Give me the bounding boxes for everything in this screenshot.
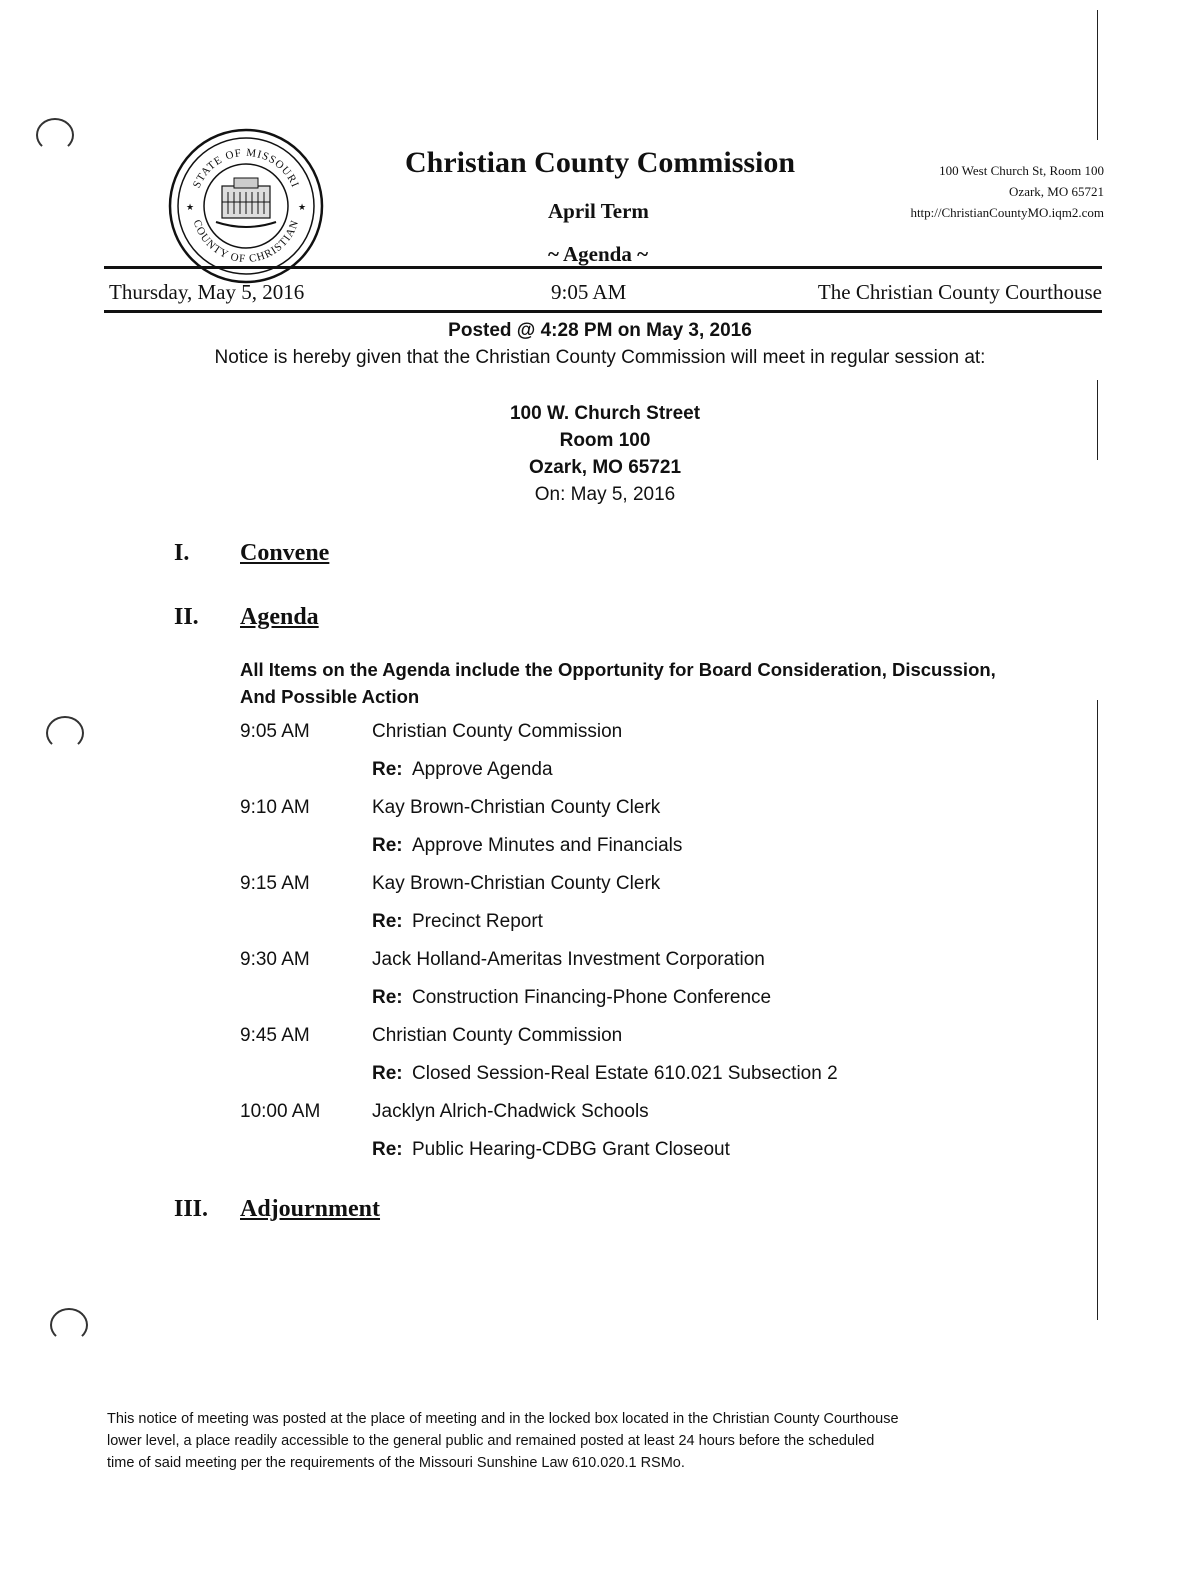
address-line-2: Ozark, MO 65721 <box>1009 184 1104 199</box>
punch-hole-top <box>36 118 74 152</box>
item-presenter: Christian County Commission <box>372 1025 623 1046</box>
punch-hole-bottom <box>50 1308 88 1342</box>
seal-top-text: STATE OF MISSOURI <box>190 146 302 190</box>
section-number: II. <box>174 604 199 630</box>
item-subject: Public Hearing-CDBG Grant Closeout <box>412 1139 730 1160</box>
commission-title: Christian County Commission <box>405 146 796 179</box>
item-subject: Precinct Report <box>412 911 543 932</box>
re-label: Re: <box>372 911 403 932</box>
item-subject: Approve Agenda <box>412 759 553 780</box>
seal-bottom-text: COUNTY OF CHRISTIAN <box>190 218 302 266</box>
section-number: III. <box>174 1196 209 1222</box>
header-rule-top <box>104 266 1102 269</box>
meeting-date: Thursday, May 5, 2016 <box>109 280 305 304</box>
board-note-line: And Possible Action <box>240 686 420 707</box>
disclaimer-line: lower level, a place readily accessible to the general public and remained posted at least 24 hours before the scheduled <box>107 1433 875 1449</box>
re-label: Re: <box>372 759 403 780</box>
website-link[interactable]: http://ChristianCountyMO.iqm2.com <box>910 205 1104 220</box>
svg-text:COUNTY OF CHRISTIAN <box>191 218 302 265</box>
item-subject: Construction Financing-Phone Conference <box>412 987 772 1008</box>
item-subject: Approve Minutes and Financials <box>412 835 683 856</box>
scan-edge-line <box>1097 700 1098 1320</box>
re-label: Re: <box>372 1139 403 1160</box>
venue-room: Room 100 <box>559 430 651 451</box>
session-notice: Notice is hereby given that the Christian County Commission will meet in regular session at: <box>214 347 986 368</box>
scan-edge-line <box>1097 10 1098 140</box>
posting-disclaimer <box>107 1408 1047 1474</box>
venue-street: 100 W. Church Street <box>509 403 701 424</box>
item-presenter: Kay Brown-Christian County Clerk <box>372 797 661 818</box>
re-label: Re: <box>372 835 403 856</box>
svg-text:★: ★ <box>186 202 195 212</box>
venue-block <box>0 400 1200 508</box>
item-time: 10:00 AM <box>240 1101 321 1122</box>
section-title-adjournment: Adjournment <box>240 1196 381 1222</box>
item-time: 9:10 AM <box>240 797 310 818</box>
re-label: Re: <box>372 1063 403 1084</box>
commission-address <box>910 160 1104 223</box>
venue-date: On: May 5, 2016 <box>534 484 676 505</box>
punch-hole-middle <box>46 716 84 750</box>
county-seal-logo <box>168 128 324 284</box>
re-label: Re: <box>372 987 403 1008</box>
disclaimer-line: This notice of meeting was posted at the place of meeting and in the locked box located in the Christian County Courthouse <box>107 1411 899 1427</box>
meeting-location: The Christian County Courthouse <box>817 280 1102 304</box>
board-consideration-note <box>240 656 1060 710</box>
item-time: 9:30 AM <box>240 949 310 970</box>
item-time: 9:15 AM <box>240 873 310 894</box>
item-time: 9:45 AM <box>240 1025 310 1046</box>
item-presenter: Jack Holland-Ameritas Investment Corporation <box>372 949 765 970</box>
disclaimer-line: time of said meeting per the requirements of the Missouri Sunshine Law 610.020.1 RSMo. <box>107 1455 685 1471</box>
venue-city: Ozark, MO 65721 <box>528 457 682 478</box>
item-presenter: Christian County Commission <box>372 721 623 742</box>
item-time: 9:05 AM <box>240 721 310 742</box>
item-presenter: Jacklyn Alrich-Chadwick Schools <box>372 1101 649 1122</box>
section-number: I. <box>174 540 190 566</box>
item-presenter: Kay Brown-Christian County Clerk <box>372 873 661 894</box>
meeting-time: 9:05 AM <box>551 280 627 304</box>
term-label: April Term <box>548 199 649 223</box>
section-title-convene: Convene <box>240 540 330 566</box>
board-note-line: All Items on the Agenda include the Opportunity for Board Consideration, Discussion, <box>240 659 996 680</box>
agenda-heading: ~ Agenda ~ <box>548 242 649 266</box>
header-rule-bottom <box>104 310 1102 313</box>
address-line-1: 100 West Church St, Room 100 <box>939 163 1104 178</box>
svg-text:★: ★ <box>298 202 307 212</box>
section-title-agenda: Agenda <box>240 604 319 630</box>
item-subject: Closed Session-Real Estate 610.021 Subsection 2 <box>412 1063 838 1084</box>
posted-notice: Posted @ 4:28 PM on May 3, 2016 <box>448 320 752 341</box>
